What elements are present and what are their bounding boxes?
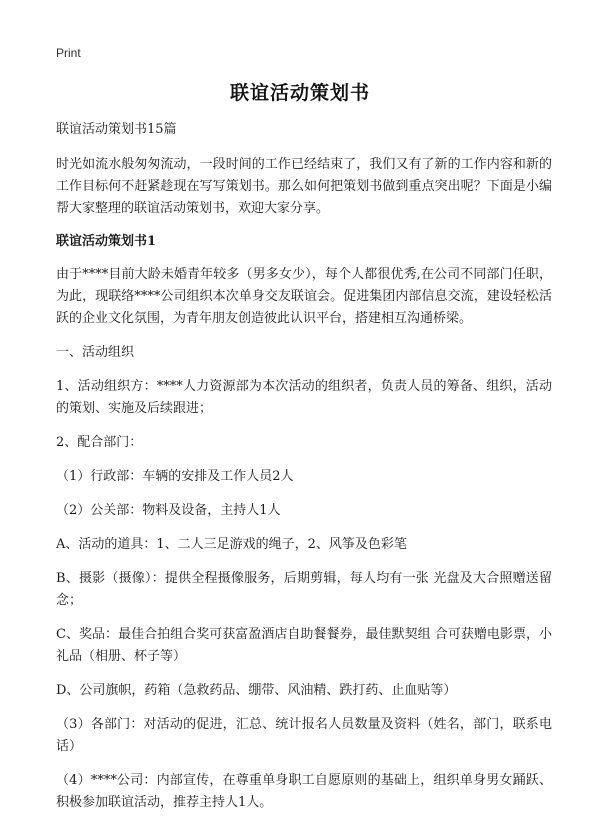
paragraph-activity-organization: 一、活动组织 bbox=[56, 345, 135, 360]
document-subtitle: 联谊活动策划书15篇 bbox=[56, 122, 177, 137]
paragraph-all-departments: （3）各部门：对活动的促进，汇总、统计报名人员数量及资料（姓名，部门，联系电话） bbox=[56, 717, 552, 754]
paragraph-cooperating-departments: 2、配合部门： bbox=[56, 435, 143, 450]
paragraph-company: （4）****公司：内部宣传，在尊重单身职工自愿原则的基础上，组织单身男女踊跃、积极参加联谊活动，推荐主持人1人。 bbox=[56, 773, 552, 810]
print-link[interactable]: Print bbox=[56, 46, 81, 60]
paragraph-pr-dept: （2）公关部：物料及设备，主持人1人 bbox=[56, 503, 281, 518]
document-body bbox=[56, 120, 552, 826]
paragraph-organizer: 1、活动组织方：****人力资源部为本次活动的组织者，负责人员的筹备、组织，活动的策划、实施及后续跟进； bbox=[56, 379, 552, 416]
intro-paragraph: 时光如流水般匆匆流动，一段时间的工作已经结束了，我们又有了新的工作内容和新的工作目标何不赶紧趁现在写写策划书。那么如何把策划书做到重点突出呢？下面是小编帮大家整理的联谊活动策划书，欢迎大家分享。 bbox=[56, 157, 552, 216]
section-heading: 联谊活动策划书1 bbox=[56, 234, 157, 249]
paragraph-prizes: C、奖品：最佳合拍组合奖可获富盈酒店自助餐餐券，最佳默契组 合可获赠电影票，小礼品（相册、杯子等） bbox=[56, 627, 552, 664]
paragraph-props: A、活动的道具：1、二人三足游戏的绳子，2、风筝及色彩笔 bbox=[56, 537, 407, 552]
paragraph-admin-dept: （1）行政部：车辆的安排及工作人员2人 bbox=[56, 469, 294, 484]
paragraph-background: 由于****目前大龄未婚青年较多（男多女少），每个人都很优秀,在公司不同部门任职，为此，现联络****公司组织本次单身交友联谊会。促进集团内部信息交流，建设轻松活跃的企业文化氛围，为青年朋友创造彼此认识平台，搭建相互沟通桥梁。 bbox=[56, 267, 552, 326]
paragraph-photography: B、摄影（摄像）：提供全程摄像服务，后期剪辑，每人均有一张 光盘及大合照赠送留念； bbox=[56, 571, 552, 608]
paragraph-flag-medkit: D、公司旗帜，药箱（急救药品、绷带、风油精、跌打药、止血贴等） bbox=[56, 683, 457, 698]
page-title: 联谊活动策划书 bbox=[229, 82, 370, 104]
